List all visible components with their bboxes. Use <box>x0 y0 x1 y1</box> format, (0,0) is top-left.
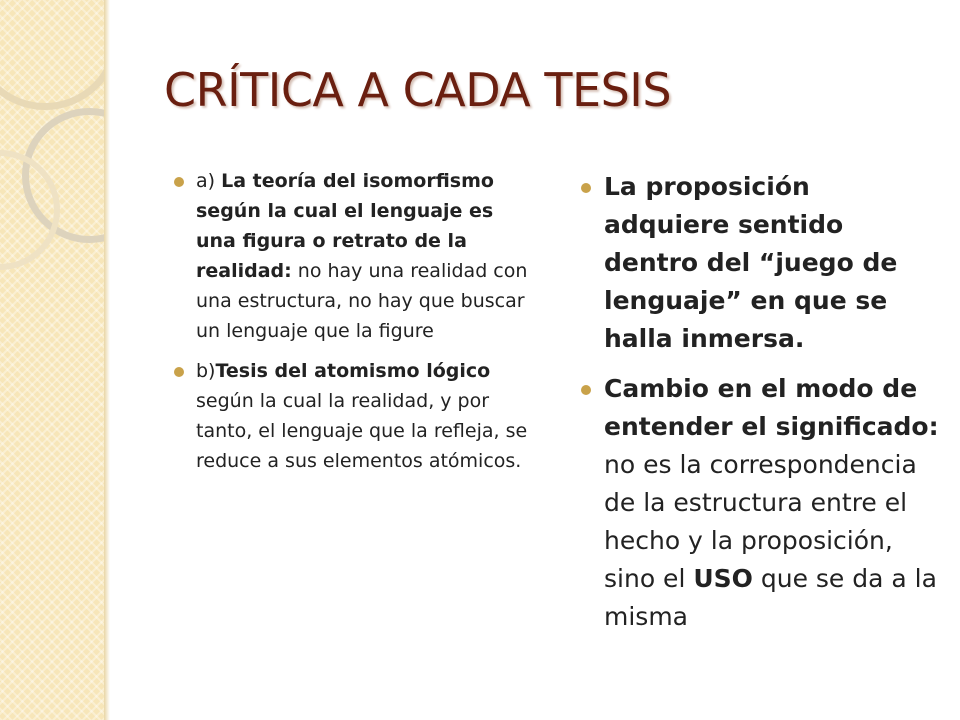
item-prefix: a) <box>196 170 222 192</box>
item-text: que se da a la misma <box>604 564 937 631</box>
item-bold-text: La proposición adquiere sentido dentro del “juego de lenguaje” en que se halla inmersa. <box>604 172 898 353</box>
list-item-proposicion <box>580 168 940 358</box>
item-prefix: b) <box>196 360 216 382</box>
item-bold-text: Cambio en el modo de entender el significado: <box>604 374 939 441</box>
bullet-icon <box>581 385 591 395</box>
item-text: no hay una realidad con una estructura, no hay que buscar un lenguaje que la figure <box>196 260 528 342</box>
bullet-icon <box>581 183 591 193</box>
side-band-edge <box>104 0 110 720</box>
decorative-ring <box>0 0 104 110</box>
list-item-a <box>170 166 530 346</box>
item-text: no es la correspondencia de la estructura entre el hecho y la proposición, sino el <box>604 450 917 593</box>
left-bullet-list <box>170 166 530 486</box>
list-item-b <box>170 356 530 476</box>
slide-title: CRÍTICA A CADA TESIS <box>164 63 672 117</box>
item-bold-text: Tesis del atomismo lógico <box>215 360 491 382</box>
item-text: según la cual la realidad, y por tanto, el lenguaje que la refleja, se reduce a sus elementos atómicos. <box>196 390 528 472</box>
item-bold-text: La teoría del isomorfismo según la cual el lenguaje es una figura o retrato de la realidad: <box>196 170 494 282</box>
right-bullet-list <box>580 168 940 648</box>
bullet-icon <box>174 177 184 187</box>
decorative-side-band <box>0 0 104 720</box>
bullet-icon <box>174 367 184 377</box>
uso-emphasis: USO <box>693 564 753 593</box>
list-item-cambio <box>580 370 940 636</box>
